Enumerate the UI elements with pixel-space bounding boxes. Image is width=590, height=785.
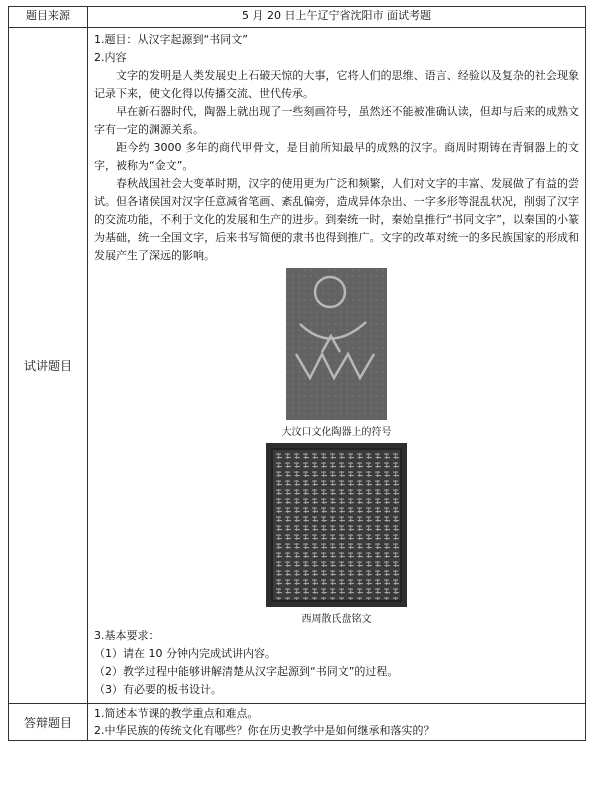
content-heading: 2.内容 [94,51,127,64]
requirement-2: （2）教学过程中能够讲解清楚从汉字起源到“书同文”的过程。 [94,665,399,678]
trial-title: 1.题目：从汉字起源到“书同文” [94,33,248,46]
paragraph-1: 文字的发明是人类发展史上石破天惊的大事，它将人们的思维、语言、经验以及复杂的社会现象记录下来，使文化得以传播交流、世代传承。 [94,69,579,100]
figure2-caption: 西周散氏盘铭文 [301,614,372,625]
paragraph-2: 早在新石器时代，陶器上就出现了一些刻画符号，虽然还不能被准确认读，但却与后来的成熟文字有一定的渊源关系。 [94,105,579,136]
paragraph-4: 春秋战国社会大变革时期，汉字的使用更为广泛和频繁，人们对文字的丰富、发展做了有益的尝试。但各诸侯国对汉字任意减省笔画、紊乱偏旁，造成异体杂出、一字多形等混乱状况，削弱了汉字的交流功能，不利于文化的发展和生产的进步。到秦统一时，秦始皇推行“书同文字”，以秦国的小篆为基础，统一全国文字，后来书写简便的隶书也得到推广。文字的改革对统一的多民族国家的形成和发展产生了深远的影响。 [94,177,579,262]
trial-label: 试讲题目 [9,28,88,704]
paragraph-3: 距今约 3000 多年的商代甲骨文，是目前所知最早的成熟的汉字。商周时期铸在青铜器上的文字，被称为“金文”。 [94,141,580,172]
trial-content [88,28,586,704]
figure1-caption: 大汶口文化陶器上的符号 [281,427,392,438]
source-row [9,7,586,28]
pottery-symbol-drawing [286,268,387,420]
figure-inscription [94,443,579,627]
requirements-heading: 3.基本要求： [94,629,160,642]
defense-question-2: 2.中华民族的传统文化有哪些？你在历史教学中是如何继承和落实的？ [94,724,435,737]
source-label: 题目来源 [9,7,88,28]
requirement-3: （3）有必要的板书设计。 [94,683,222,696]
exam-table [8,6,586,741]
requirement-1: （1）请在 10 分钟内完成试讲内容。 [94,647,276,660]
inscription-image [266,443,407,607]
figure-pottery [94,268,579,440]
defense-label: 答辩题目 [9,704,88,741]
inscription-drawing [266,443,407,607]
defense-question-1: 1.简述本节课的教学重点和难点。 [94,707,259,720]
defense-row [9,704,586,741]
pottery-symbol-image [286,268,387,420]
trial-row [9,28,586,704]
defense-content [88,704,586,741]
source-value: 5 月 20 日上午辽宁省沈阳市 面试考题 [88,7,586,28]
